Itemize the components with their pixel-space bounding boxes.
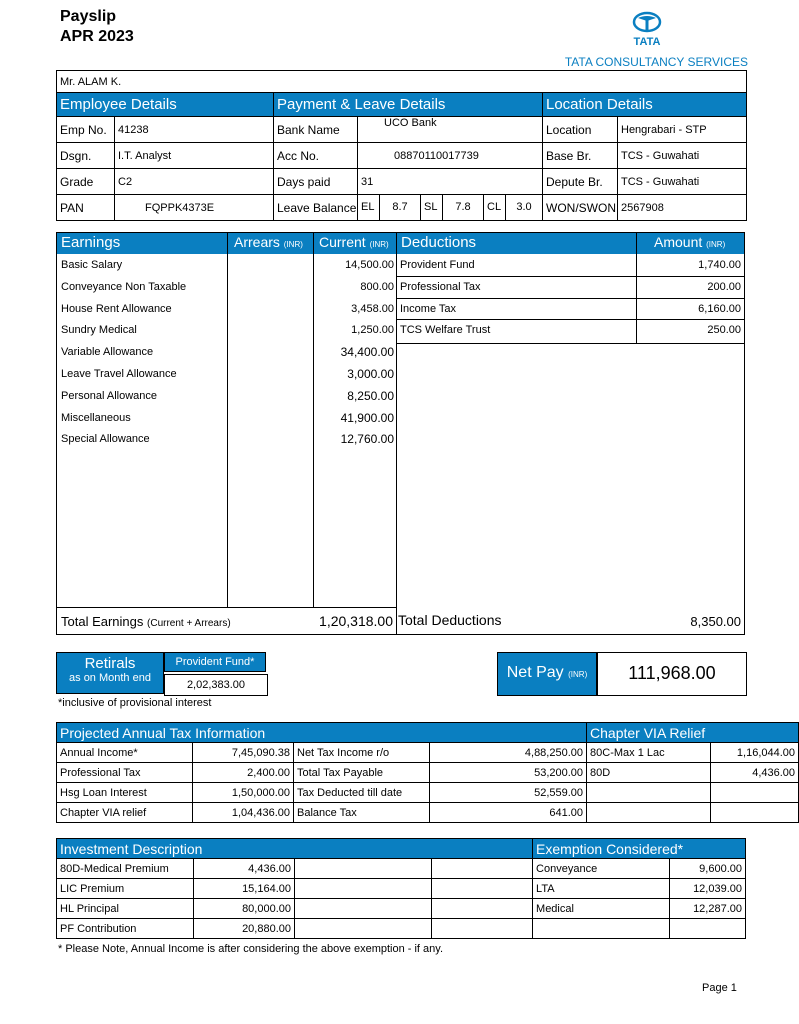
- deduction-amount: 6,160.00: [698, 302, 741, 315]
- total-earnings-value: 1,20,318.00: [319, 613, 393, 629]
- deduction-label: Provident Fund: [400, 259, 475, 271]
- empty-cell: [431, 879, 532, 899]
- deduction-label: Professional Tax: [400, 280, 481, 293]
- bank-name-value: UCO Bank: [358, 117, 543, 143]
- earning-current: 34,400.00: [340, 345, 394, 360]
- tax-calc-value: 52,559.00: [430, 783, 587, 803]
- earning-label: Leave Travel Allowance: [61, 367, 177, 380]
- deduction-amount: 250.00: [707, 324, 741, 337]
- retirals-sub: as on Month end: [69, 672, 151, 684]
- earning-current: 14,500.00: [345, 259, 394, 271]
- tax-calc-value: 4,88,250.00: [430, 743, 587, 763]
- relief-label: 80D: [587, 763, 711, 783]
- earning-label: Sundry Medical: [61, 324, 137, 337]
- exemption-label: [533, 919, 670, 939]
- total-earnings-sub: (Current + Arrears): [147, 618, 231, 629]
- tax-row: [57, 763, 799, 783]
- tax-item-value: 7,45,090.38: [193, 743, 294, 763]
- exemption-value: [669, 919, 745, 939]
- deduction-label: Income Tax: [400, 302, 457, 315]
- current-header-text: Current: [319, 234, 366, 250]
- earning-label: Conveyance Non Taxable: [61, 280, 187, 293]
- exemption-label: Conveyance: [533, 859, 670, 879]
- net-pay-label-box: [497, 652, 597, 696]
- exemption-value: 12,287.00: [669, 899, 745, 919]
- arrears-header: [234, 234, 303, 250]
- deduction-amount: 1,740.00: [698, 259, 741, 271]
- empty-cell: [431, 899, 532, 919]
- investment-value: 20,880.00: [193, 919, 294, 939]
- payslip-period: APR 2023: [60, 28, 134, 45]
- tax-info-table: [56, 722, 799, 823]
- tax-row: [57, 783, 799, 803]
- payslip-title: Payslip: [60, 8, 117, 25]
- amount-header: [654, 234, 725, 250]
- tax-row: [57, 743, 799, 763]
- depute-br-value: TCS - Guwahati: [618, 169, 747, 195]
- tax-item-label: Professional Tax: [57, 763, 193, 783]
- investment-note: * Please Note, Annual Income is after considering the above exemption - if any.: [58, 943, 444, 955]
- employee-details-table: [56, 70, 747, 221]
- investment-row: [57, 899, 746, 919]
- relief-label: [587, 803, 711, 823]
- total-earnings-text: Total Earnings: [61, 614, 144, 629]
- tata-logo: [630, 12, 664, 48]
- tax-calc-label: Tax Deducted till date: [294, 783, 430, 803]
- empty-cell: [431, 919, 532, 939]
- empty-cell: [295, 859, 432, 879]
- tax-item-value: 1,04,436.00: [193, 803, 294, 823]
- dsgn-label: Dsgn.: [57, 143, 115, 169]
- earning-label: Miscellaneous: [61, 411, 131, 424]
- sl-label: SL: [421, 195, 443, 220]
- investment-table: [56, 838, 746, 939]
- tax-item-value: 1,50,000.00: [193, 783, 294, 803]
- grade-label: Grade: [57, 169, 115, 195]
- investment-label: HL Principal: [57, 899, 194, 919]
- tax-calc-value: 53,200.00: [430, 763, 587, 783]
- relief-value: 1,16,044.00: [711, 743, 799, 763]
- tax-row: [57, 803, 799, 823]
- relief-value: 4,436.00: [711, 763, 799, 783]
- current-header: [319, 234, 389, 250]
- tax-calc-value: 641.00: [430, 803, 587, 823]
- earning-label: Variable Allowance: [61, 346, 154, 359]
- emp-no-label: Emp No.: [57, 117, 115, 143]
- deduction-row: [397, 255, 745, 277]
- emp-no-value: 41238: [115, 117, 274, 143]
- earning-current: 8,250.00: [347, 388, 394, 403]
- cl-label: CL: [484, 195, 506, 220]
- location-label: Location: [543, 117, 618, 143]
- bank-name-label: Bank Name: [274, 117, 358, 143]
- location-value: Hengrabari - STP: [618, 117, 747, 143]
- earnings-row: [57, 408, 397, 430]
- location-details-header: Location Details: [543, 93, 747, 117]
- earning-current: 800.00: [360, 280, 394, 293]
- page-number: Page 1: [702, 982, 737, 994]
- earnings-row: [57, 386, 397, 408]
- net-pay-inr: (INR): [568, 670, 588, 679]
- investment-label: 80D-Medical Premium: [57, 859, 194, 879]
- acc-no-label: Acc No.: [274, 143, 358, 169]
- earning-current: 3,000.00: [347, 366, 394, 381]
- deduction-label: TCS Welfare Trust: [400, 324, 491, 337]
- pan-value: FQPPK4373E: [115, 195, 274, 221]
- current-inr: (INR): [369, 240, 389, 249]
- won-label: WON/SWON: [543, 195, 618, 221]
- earning-current: 3,458.00: [351, 302, 394, 315]
- deduction-row: [397, 277, 745, 299]
- empty-cell: [431, 859, 532, 879]
- base-br-label: Base Br.: [543, 143, 618, 169]
- amount-inr: (INR): [706, 240, 726, 249]
- exemption-header: Exemption Considered*: [533, 839, 746, 859]
- net-pay-value: 111,968.00: [597, 652, 747, 696]
- arrears-header-text: Arrears: [234, 234, 280, 250]
- relief-label: [587, 783, 711, 803]
- investment-header: Investment Description: [57, 839, 533, 859]
- earning-label: Personal Allowance: [61, 389, 158, 402]
- chapter-via-header: Chapter VIA Relief: [587, 723, 799, 743]
- pf-note: *inclusive of provisional interest: [58, 697, 212, 709]
- earnings-row: [57, 277, 397, 299]
- earning-current: 41,900.00: [340, 410, 394, 425]
- investment-value: 4,436.00: [193, 859, 294, 879]
- arrears-inr: (INR): [283, 240, 303, 249]
- investment-value: 15,164.00: [193, 879, 294, 899]
- tax-item-label: Annual Income*: [57, 743, 193, 763]
- employee-name: Mr. ALAM K.: [57, 71, 747, 93]
- earning-current: 1,250.00: [351, 324, 394, 337]
- tax-calc-label: Net Tax Income r/o: [294, 743, 430, 763]
- earnings-row: [57, 320, 397, 342]
- tax-info-header: Projected Annual Tax Information: [57, 723, 587, 743]
- investment-label: PF Contribution: [57, 919, 194, 939]
- relief-label: 80C-Max 1 Lac: [587, 743, 711, 763]
- deduction-row: [397, 320, 745, 342]
- tax-calc-label: Total Tax Payable: [294, 763, 430, 783]
- el-label: EL: [358, 195, 380, 220]
- won-value: 2567908: [618, 195, 747, 221]
- investment-label: LIC Premium: [57, 879, 194, 899]
- dsgn-value: I.T. Analyst: [115, 143, 274, 169]
- el-value: 8.7: [380, 195, 421, 220]
- investment-row: [57, 859, 746, 879]
- exemption-value: 12,039.00: [669, 879, 745, 899]
- employee-details-header: Employee Details: [57, 93, 274, 117]
- earnings-header: Earnings: [61, 234, 121, 251]
- sl-value: 7.8: [443, 195, 484, 220]
- tax-calc-label: Balance Tax: [294, 803, 430, 823]
- exemption-label: Medical: [533, 899, 670, 919]
- exemption-label: LTA: [533, 879, 670, 899]
- relief-value: [711, 783, 799, 803]
- earning-label: Basic Salary: [61, 259, 123, 271]
- earnings-row: [57, 342, 397, 364]
- earnings-row: [57, 364, 397, 386]
- earning-label: Special Allowance: [61, 433, 150, 446]
- pf-value: 2,02,383.00: [164, 674, 268, 696]
- investment-row: [57, 879, 746, 899]
- cl-value: 3.0: [516, 201, 532, 213]
- earnings-deductions-block: [56, 232, 745, 635]
- tax-item-label: Chapter VIA relief: [57, 803, 193, 823]
- tata-logo-text: TATA: [633, 36, 661, 48]
- tax-item-label: Hsg Loan Interest: [57, 783, 193, 803]
- acc-no-value: 08870110017739: [358, 143, 543, 169]
- total-deductions-value: 8,350.00: [690, 614, 741, 629]
- earning-label: House Rent Allowance: [61, 302, 172, 315]
- leave-balance-cell: [358, 195, 543, 221]
- deductions-header: Deductions: [401, 234, 477, 251]
- earnings-row: [57, 429, 397, 451]
- divider: [57, 607, 397, 608]
- earning-current: 12,760.00: [340, 432, 394, 447]
- tata-logo-icon: [633, 12, 661, 32]
- empty-cell: [295, 919, 432, 939]
- tax-item-value: 2,400.00: [193, 763, 294, 783]
- earnings-row: [57, 255, 397, 277]
- investment-row: [57, 919, 746, 939]
- days-paid-value: 31: [358, 169, 543, 195]
- deduction-amount: 200.00: [707, 280, 741, 293]
- retirals-label: Retirals: [84, 655, 136, 672]
- relief-value: [711, 803, 799, 823]
- days-paid-label: Days paid: [274, 169, 358, 195]
- pf-label: Provident Fund*: [164, 652, 266, 672]
- exemption-value: 9,600.00: [669, 859, 745, 879]
- depute-br-label: Depute Br.: [543, 169, 618, 195]
- deductions-rows: [397, 255, 745, 342]
- investment-value: 80,000.00: [193, 899, 294, 919]
- payment-leave-header: Payment & Leave Details: [274, 93, 543, 117]
- empty-cell: [295, 899, 432, 919]
- total-earnings-label: [61, 614, 231, 629]
- earnings-row: [57, 299, 397, 321]
- company-name: TATA CONSULTANCY SERVICES: [564, 55, 748, 69]
- retirals-box: [56, 652, 164, 694]
- divider: [397, 343, 745, 344]
- deduction-row: [397, 299, 745, 321]
- leave-balance-label: Leave Balance: [274, 195, 358, 221]
- net-pay-label: Net Pay: [506, 664, 564, 681]
- empty-cell: [295, 879, 432, 899]
- amount-header-text: Amount: [654, 234, 703, 250]
- total-deductions-label: Total Deductions: [398, 612, 502, 628]
- base-br-value: TCS - Guwahati: [618, 143, 747, 169]
- grade-value: C2: [115, 169, 274, 195]
- pan-label: PAN: [57, 195, 115, 221]
- earnings-rows: [57, 255, 397, 451]
